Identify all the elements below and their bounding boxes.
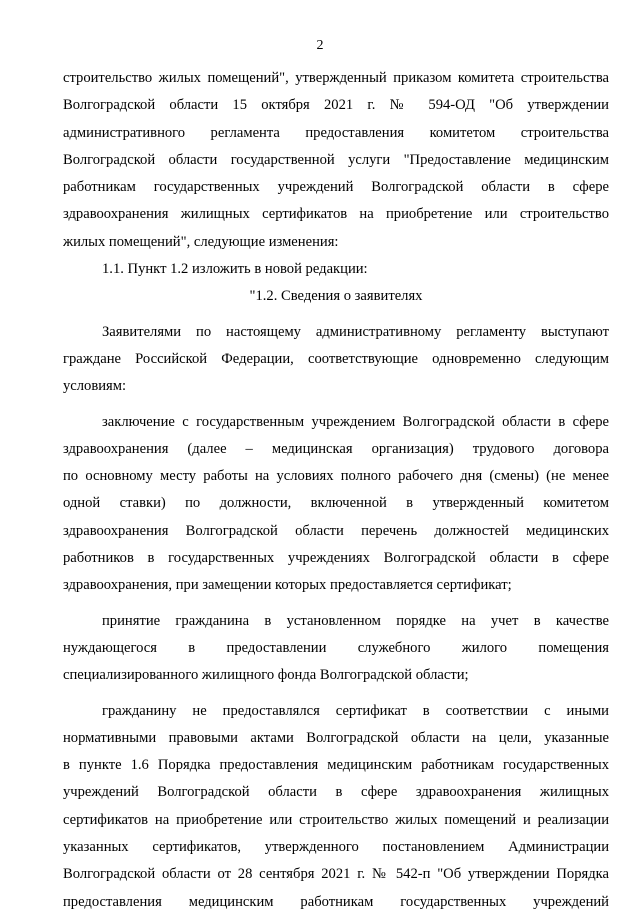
text-line: в пункте 1.6 Порядка предоставления медицинским работникам государственных bbox=[63, 757, 609, 774]
paragraph-condition-no-certificate bbox=[63, 698, 609, 916]
paragraph-amended-order bbox=[63, 65, 609, 256]
paragraph-condition-contract bbox=[63, 409, 609, 600]
text-line: Волгоградской области 15 октября 2021 г. № 594-ОД "Об утверждении bbox=[63, 97, 609, 114]
document-body bbox=[63, 65, 609, 916]
text-line: условиям: bbox=[63, 378, 127, 395]
text-line: Волгоградской области государственной услуги "Предоставление медицинским bbox=[63, 151, 609, 168]
text-line: одной ставки) по должности, включенной в утвержденный комитетом bbox=[63, 495, 609, 512]
text-line: здравоохранения Волгоградской области перечень должностей медицинских bbox=[63, 522, 609, 539]
paragraph-item-1-1 bbox=[63, 256, 609, 283]
text-line: предоставления медицинским работникам государственных учреждений bbox=[63, 893, 609, 910]
text-line: работников в государственных учреждениях Волгоградской области в сфере bbox=[63, 550, 609, 567]
text-line: "1.2. Сведения о заявителях bbox=[249, 288, 423, 305]
text-line: здравоохранения жилищных сертификатов на приобретение или строительство bbox=[63, 206, 609, 223]
text-line: 1.1. Пункт 1.2 изложить в новой редакции: bbox=[102, 261, 368, 278]
text-line: граждане Российской Федерации, соответствующие одновременно следующим bbox=[63, 350, 609, 367]
text-line: гражданину не предоставлялся сертификат в соответствии с иными bbox=[102, 702, 609, 719]
page-number: 2 bbox=[316, 38, 324, 53]
paragraph-applicants bbox=[63, 319, 609, 401]
text-line: учреждений Волгоградской области в сфере здравоохранения жилищных bbox=[63, 784, 609, 801]
text-line: специализированного жилищного фонда Волгоградской области; bbox=[63, 667, 469, 684]
text-line: указанных сертификатов, утвержденного постановлением Администрации bbox=[63, 839, 609, 856]
text-line: принятие гражданина в установленном порядке на учет в качестве bbox=[102, 612, 609, 629]
text-line: здравоохранения (далее – медицинская организация) трудового договора bbox=[63, 440, 609, 457]
text-line: сертификатов на приобретение или строительство жилых помещений и реализации bbox=[63, 811, 609, 828]
text-line: нормативными правовыми актами Волгоградской области на цели, указанные bbox=[63, 729, 609, 746]
paragraph-condition-registration bbox=[63, 608, 609, 690]
section-heading bbox=[63, 283, 609, 310]
text-line: работникам государственных учреждений Волгоградской области в сфере bbox=[63, 179, 609, 196]
text-line: строительство жилых помещений", утвержденный приказом комитета строительства bbox=[63, 70, 609, 86]
text-line: административного регламента предоставления комитетом строительства bbox=[63, 124, 609, 141]
text-line: заключение с государственным учреждением Волгоградской области в сфере bbox=[102, 413, 609, 430]
text-line: по основному месту работы на условиях полного рабочего дня (смены) (не менее bbox=[63, 468, 609, 485]
text-line: Волгоградской области от 28 сентября 2021 г. № 542-п "Об утверждении Порядка bbox=[63, 866, 609, 883]
text-line: Заявителями по настоящему административному регламенту выступают bbox=[102, 323, 609, 340]
text-line: здравоохранения, при замещении которых предоставляется сертификат; bbox=[63, 577, 512, 594]
text-line: жилых помещений", следующие изменения: bbox=[63, 233, 339, 250]
text-line: нуждающегося в предоставлении служебного жилого помещения bbox=[63, 639, 609, 656]
